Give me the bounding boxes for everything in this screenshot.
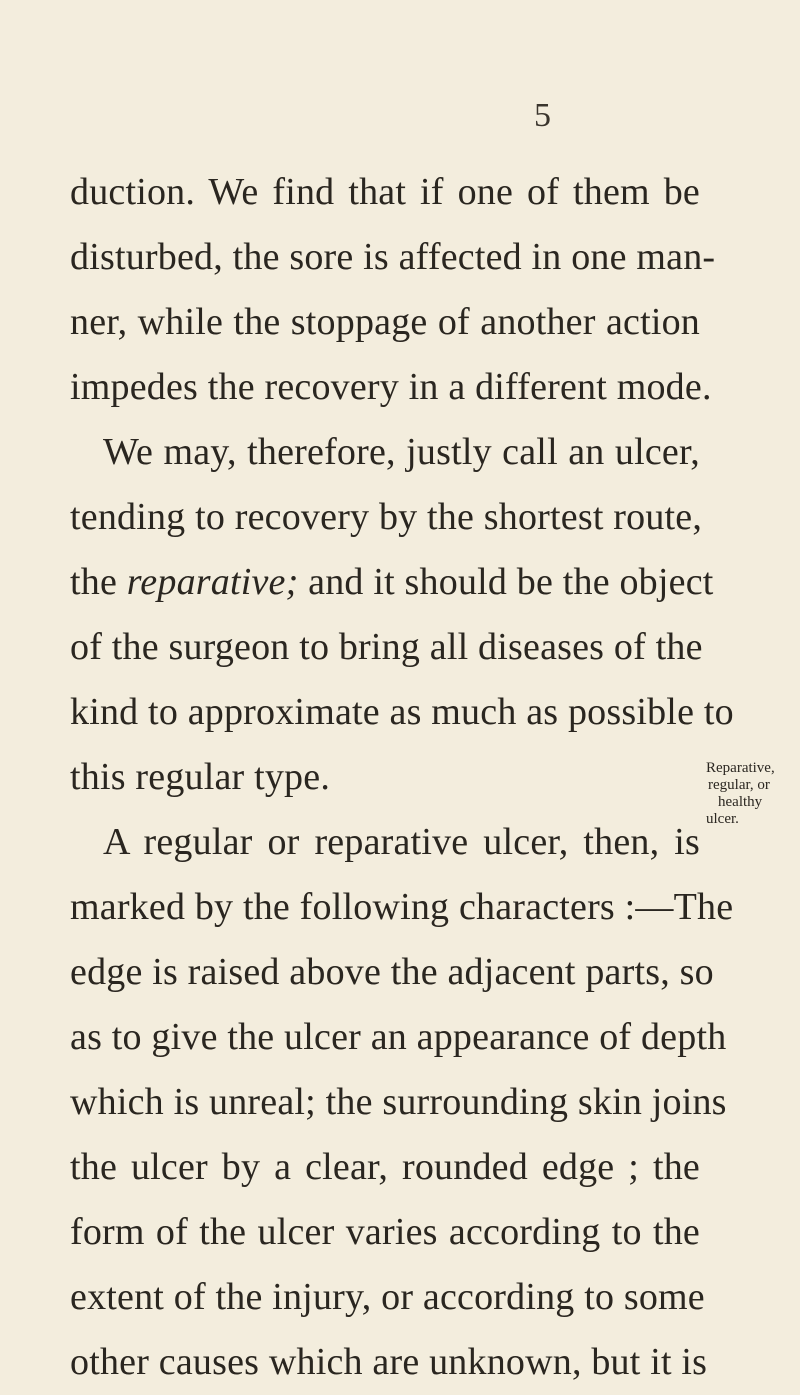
text-line: form of the ulcer varies according to the bbox=[70, 1211, 700, 1253]
marginal-note bbox=[706, 760, 798, 828]
marginal-note-line: ulcer. bbox=[706, 811, 739, 827]
paragraph-start-line: We may, therefore, justly call an ulcer, bbox=[103, 431, 700, 473]
marginal-note-line: Reparative, bbox=[706, 760, 775, 776]
italic-term: reparative; bbox=[126, 561, 299, 603]
paragraph-start-line: A regular or reparative ulcer, then, is bbox=[103, 821, 700, 863]
paragraph-end-line: this regular type. bbox=[70, 756, 331, 798]
text-line: impedes the recovery in a different mode. bbox=[70, 366, 712, 408]
text-line: the ulcer by a clear, rounded edge ; the bbox=[70, 1146, 700, 1188]
text-line: extent of the injury, or according to some bbox=[70, 1276, 705, 1318]
marginal-note-line: healthy bbox=[718, 794, 763, 810]
text-line: kind to approximate as much as possible to bbox=[70, 691, 734, 733]
text-line-with-italic bbox=[70, 550, 714, 615]
marginal-note-line: regular, or bbox=[708, 777, 770, 793]
text-fragment: and it should be the object bbox=[298, 561, 714, 603]
text-line: marked by the following characters :—The bbox=[70, 886, 734, 928]
text-line: of the surgeon to bring all diseases of the bbox=[70, 626, 703, 668]
text-line: as to give the ulcer an appearance of depth bbox=[70, 1016, 727, 1058]
page-number: 5 bbox=[534, 97, 551, 134]
text-line: which is unreal; the surrounding skin joins bbox=[70, 1081, 727, 1123]
text-line: tending to recovery by the shortest route, bbox=[70, 496, 703, 538]
text-line: edge is raised above the adjacent parts, so bbox=[70, 951, 714, 993]
text-line: other causes which are unknown, but it is bbox=[70, 1341, 708, 1383]
body-text bbox=[70, 160, 734, 1395]
text-fragment: the bbox=[70, 561, 127, 603]
text-line: disturbed, the sore is affected in one man- bbox=[70, 236, 716, 278]
text-line: duction. We find that if one of them be bbox=[70, 171, 700, 213]
text-line: ner, while the stoppage of another action bbox=[70, 301, 700, 343]
